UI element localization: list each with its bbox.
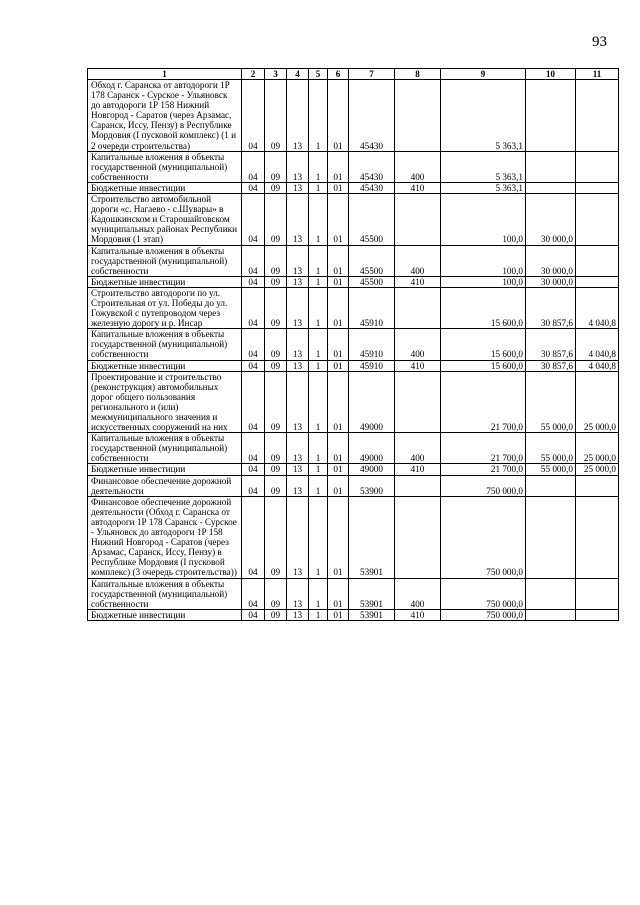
amount-cell: 750 000,0 [441, 578, 526, 609]
code-cell: 09 [265, 151, 287, 182]
code-cell [395, 371, 441, 433]
code-cell: 410 [395, 360, 441, 371]
code-cell: 04 [242, 329, 265, 360]
code-cell: 09 [265, 360, 287, 371]
code-cell: 01 [328, 151, 349, 182]
code-cell: 01 [328, 329, 349, 360]
amount-cell [526, 182, 576, 193]
amount-cell [526, 80, 576, 152]
code-cell [395, 475, 441, 496]
code-cell: 45430 [349, 151, 395, 182]
code-cell: 01 [328, 464, 349, 475]
amount-cell: 100,0 [441, 194, 526, 245]
code-cell: 1 [309, 371, 328, 433]
table-row [88, 329, 619, 360]
code-cell: 53901 [349, 496, 395, 578]
amount-cell: 15 600,0 [441, 360, 526, 371]
amount-cell: 15 600,0 [441, 287, 526, 328]
amount-cell [526, 578, 576, 609]
code-cell: 1 [309, 194, 328, 245]
code-cell: 01 [328, 287, 349, 328]
amount-cell: 30 857,6 [526, 287, 576, 328]
amount-cell [576, 194, 619, 245]
code-cell: 13 [287, 151, 309, 182]
amount-cell [576, 578, 619, 609]
code-cell: 45500 [349, 245, 395, 276]
name-cell: Строительство автодороги по ул. Строительная от ул. Победы до ул. Гожувской с путепроводом через железную дорогу и р. Инсар [88, 287, 242, 328]
amount-cell: 21 700,0 [441, 464, 526, 475]
code-cell: 1 [309, 578, 328, 609]
code-cell: 45500 [349, 276, 395, 287]
code-cell: 13 [287, 329, 309, 360]
code-cell: 410 [395, 609, 441, 620]
header-cell: 11 [576, 69, 619, 80]
code-cell: 410 [395, 464, 441, 475]
code-cell: 400 [395, 245, 441, 276]
amount-cell: 15 600,0 [441, 329, 526, 360]
amount-cell: 21 700,0 [441, 433, 526, 464]
header-cell: 9 [441, 69, 526, 80]
code-cell: 13 [287, 245, 309, 276]
code-cell: 09 [265, 194, 287, 245]
table-row [88, 609, 619, 620]
code-cell: 01 [328, 433, 349, 464]
table-row [88, 433, 619, 464]
code-cell: 01 [328, 245, 349, 276]
name-cell: Проектирование и строительство (реконструкция) автомобильных дорог общего пользования регионального и (или) межмуниципального значения и искусственных сооружений на них [88, 371, 242, 433]
header-cell: 1 [88, 69, 242, 80]
code-cell: 09 [265, 245, 287, 276]
table-row [88, 578, 619, 609]
code-cell: 13 [287, 433, 309, 464]
amount-cell: 21 700,0 [441, 371, 526, 433]
code-cell: 04 [242, 360, 265, 371]
code-cell: 1 [309, 329, 328, 360]
code-cell: 13 [287, 287, 309, 328]
code-cell: 53901 [349, 609, 395, 620]
code-cell: 01 [328, 360, 349, 371]
amount-cell: 4 040,8 [576, 360, 619, 371]
code-cell: 01 [328, 182, 349, 193]
name-cell: Капитальные вложения в объекты государственной (муниципальной) собственности [88, 151, 242, 182]
code-cell: 13 [287, 276, 309, 287]
header-cell: 10 [526, 69, 576, 80]
table-row [88, 80, 619, 152]
code-cell: 09 [265, 475, 287, 496]
table-row [88, 464, 619, 475]
code-cell: 09 [265, 496, 287, 578]
code-cell: 1 [309, 151, 328, 182]
table-row [88, 245, 619, 276]
amount-cell: 5 363,1 [441, 182, 526, 193]
name-cell: Бюджетные инвестиции [88, 276, 242, 287]
code-cell: 01 [328, 371, 349, 433]
code-cell: 01 [328, 80, 349, 152]
code-cell: 1 [309, 433, 328, 464]
name-cell: Финансовое обеспечение дорожной деятельности [88, 475, 242, 496]
amount-cell: 100,0 [441, 276, 526, 287]
code-cell: 09 [265, 80, 287, 152]
code-cell: 09 [265, 464, 287, 475]
amount-cell: 30 000,0 [526, 245, 576, 276]
amount-cell [526, 609, 576, 620]
table-row [88, 360, 619, 371]
header-cell: 3 [265, 69, 287, 80]
table-row [88, 475, 619, 496]
code-cell: 53900 [349, 475, 395, 496]
code-cell: 13 [287, 578, 309, 609]
code-cell: 1 [309, 609, 328, 620]
code-cell: 1 [309, 182, 328, 193]
name-cell: Бюджетные инвестиции [88, 182, 242, 193]
amount-cell: 100,0 [441, 245, 526, 276]
amount-cell: 750 000,0 [441, 609, 526, 620]
table-row [88, 194, 619, 245]
name-cell: Обход г. Саранска от автодороги 1Р 178 Саранск - Сурское - Ульяновск до автодороги 1Р 158 Нижний Новгород - Саратов (через Арзамас, Саранск, Иссу, Пензу) в Республике Мордовия (I пусковой комплекс) (1 и 2 очереди строительства) [88, 80, 242, 152]
code-cell: 01 [328, 276, 349, 287]
amount-cell: 55 000,0 [526, 433, 576, 464]
amount-cell: 750 000,0 [441, 496, 526, 578]
code-cell: 13 [287, 475, 309, 496]
name-cell: Капитальные вложения в объекты государственной (муниципальной) собственности [88, 578, 242, 609]
header-cell: 7 [349, 69, 395, 80]
amount-cell [526, 475, 576, 496]
code-cell: 49000 [349, 371, 395, 433]
amount-cell: 30 000,0 [526, 276, 576, 287]
code-cell: 1 [309, 245, 328, 276]
name-cell: Финансовое обеспечение дорожной деятельности (Обход г. Саранска от автодороги 1Р 178 Саранск - Сурское - Ульяновск до автодороги 1Р 158 Нижний Новгород - Саратов (через Арзамас, Саранск, Иссу, Пензу) в Республике Мордовия (I пусковой комплекс) (3 очередь строительства)) [88, 496, 242, 578]
code-cell: 09 [265, 433, 287, 464]
table-row [88, 182, 619, 193]
code-cell: 04 [242, 80, 265, 152]
amount-cell: 55 000,0 [526, 464, 576, 475]
code-cell: 13 [287, 182, 309, 193]
code-cell: 13 [287, 464, 309, 475]
amount-cell [576, 80, 619, 152]
code-cell: 09 [265, 182, 287, 193]
code-cell: 13 [287, 360, 309, 371]
amount-cell [576, 609, 619, 620]
code-cell: 13 [287, 496, 309, 578]
code-cell: 13 [287, 371, 309, 433]
code-cell: 1 [309, 475, 328, 496]
code-cell: 410 [395, 276, 441, 287]
code-cell: 49000 [349, 464, 395, 475]
amount-cell: 5 363,1 [441, 151, 526, 182]
code-cell: 400 [395, 578, 441, 609]
code-cell: 1 [309, 360, 328, 371]
code-cell: 04 [242, 194, 265, 245]
code-cell: 04 [242, 433, 265, 464]
code-cell: 400 [395, 329, 441, 360]
amount-cell: 4 040,8 [576, 329, 619, 360]
code-cell: 13 [287, 80, 309, 152]
name-cell: Бюджетные инвестиции [88, 609, 242, 620]
amount-cell: 25 000,0 [576, 433, 619, 464]
code-cell: 45910 [349, 329, 395, 360]
code-cell: 01 [328, 496, 349, 578]
budget-table [87, 68, 619, 621]
amount-cell: 55 000,0 [526, 371, 576, 433]
code-cell: 01 [328, 578, 349, 609]
amount-cell: 30 857,6 [526, 360, 576, 371]
name-cell: Бюджетные инвестиции [88, 464, 242, 475]
table-row [88, 287, 619, 328]
code-cell: 53901 [349, 578, 395, 609]
amount-cell [526, 496, 576, 578]
amount-cell [576, 151, 619, 182]
amount-cell [576, 245, 619, 276]
code-cell: 1 [309, 287, 328, 328]
code-cell: 09 [265, 329, 287, 360]
header-cell: 6 [328, 69, 349, 80]
code-cell: 09 [265, 609, 287, 620]
code-cell: 01 [328, 609, 349, 620]
table-row [88, 276, 619, 287]
code-cell: 04 [242, 151, 265, 182]
code-cell [395, 194, 441, 245]
header-cell: 5 [309, 69, 328, 80]
code-cell: 45910 [349, 287, 395, 328]
amount-cell: 25 000,0 [576, 371, 619, 433]
amount-cell [576, 496, 619, 578]
table-row [88, 496, 619, 578]
code-cell: 400 [395, 151, 441, 182]
code-cell: 45910 [349, 360, 395, 371]
code-cell [395, 496, 441, 578]
code-cell [395, 80, 441, 152]
amount-cell: 30 000,0 [526, 194, 576, 245]
name-cell: Капитальные вложения в объекты государственной (муниципальной) собственности [88, 329, 242, 360]
code-cell: 04 [242, 182, 265, 193]
code-cell: 04 [242, 609, 265, 620]
code-cell: 04 [242, 464, 265, 475]
code-cell: 09 [265, 371, 287, 433]
name-cell: Строительство автомобильной дороги «с. Нагаево - с.Шувары» в Кадошкинском и Старошайговском муниципальных районах Республики Мордовия (1 этап) [88, 194, 242, 245]
code-cell: 01 [328, 194, 349, 245]
amount-cell: 30 857,6 [526, 329, 576, 360]
amount-cell: 750 000,0 [441, 475, 526, 496]
amount-cell [526, 151, 576, 182]
code-cell: 45430 [349, 80, 395, 152]
code-cell: 1 [309, 276, 328, 287]
header-cell: 4 [287, 69, 309, 80]
code-cell: 13 [287, 194, 309, 245]
name-cell: Бюджетные инвестиции [88, 360, 242, 371]
header-cell: 2 [242, 69, 265, 80]
code-cell [395, 287, 441, 328]
table-row [88, 151, 619, 182]
table-header-row [88, 69, 619, 80]
amount-cell: 4 040,8 [576, 287, 619, 328]
code-cell: 09 [265, 276, 287, 287]
code-cell: 04 [242, 276, 265, 287]
amount-cell [576, 475, 619, 496]
code-cell: 04 [242, 475, 265, 496]
code-cell: 04 [242, 287, 265, 328]
code-cell: 04 [242, 496, 265, 578]
code-cell: 400 [395, 433, 441, 464]
code-cell: 09 [265, 578, 287, 609]
name-cell: Капитальные вложения в объекты государственной (муниципальной) собственности [88, 245, 242, 276]
code-cell: 1 [309, 496, 328, 578]
code-cell: 45500 [349, 194, 395, 245]
code-cell: 01 [328, 475, 349, 496]
code-cell: 04 [242, 578, 265, 609]
page-number: 93 [592, 34, 607, 50]
code-cell: 45430 [349, 182, 395, 193]
code-cell: 410 [395, 182, 441, 193]
code-cell: 49000 [349, 433, 395, 464]
name-cell: Капитальные вложения в объекты государственной (муниципальной) собственности [88, 433, 242, 464]
code-cell: 1 [309, 80, 328, 152]
code-cell: 04 [242, 245, 265, 276]
amount-cell [576, 182, 619, 193]
table-row [88, 371, 619, 433]
header-cell: 8 [395, 69, 441, 80]
code-cell: 13 [287, 609, 309, 620]
amount-cell [576, 276, 619, 287]
code-cell: 1 [309, 464, 328, 475]
code-cell: 09 [265, 287, 287, 328]
code-cell: 04 [242, 371, 265, 433]
amount-cell: 5 363,1 [441, 80, 526, 152]
amount-cell: 25 000,0 [576, 464, 619, 475]
